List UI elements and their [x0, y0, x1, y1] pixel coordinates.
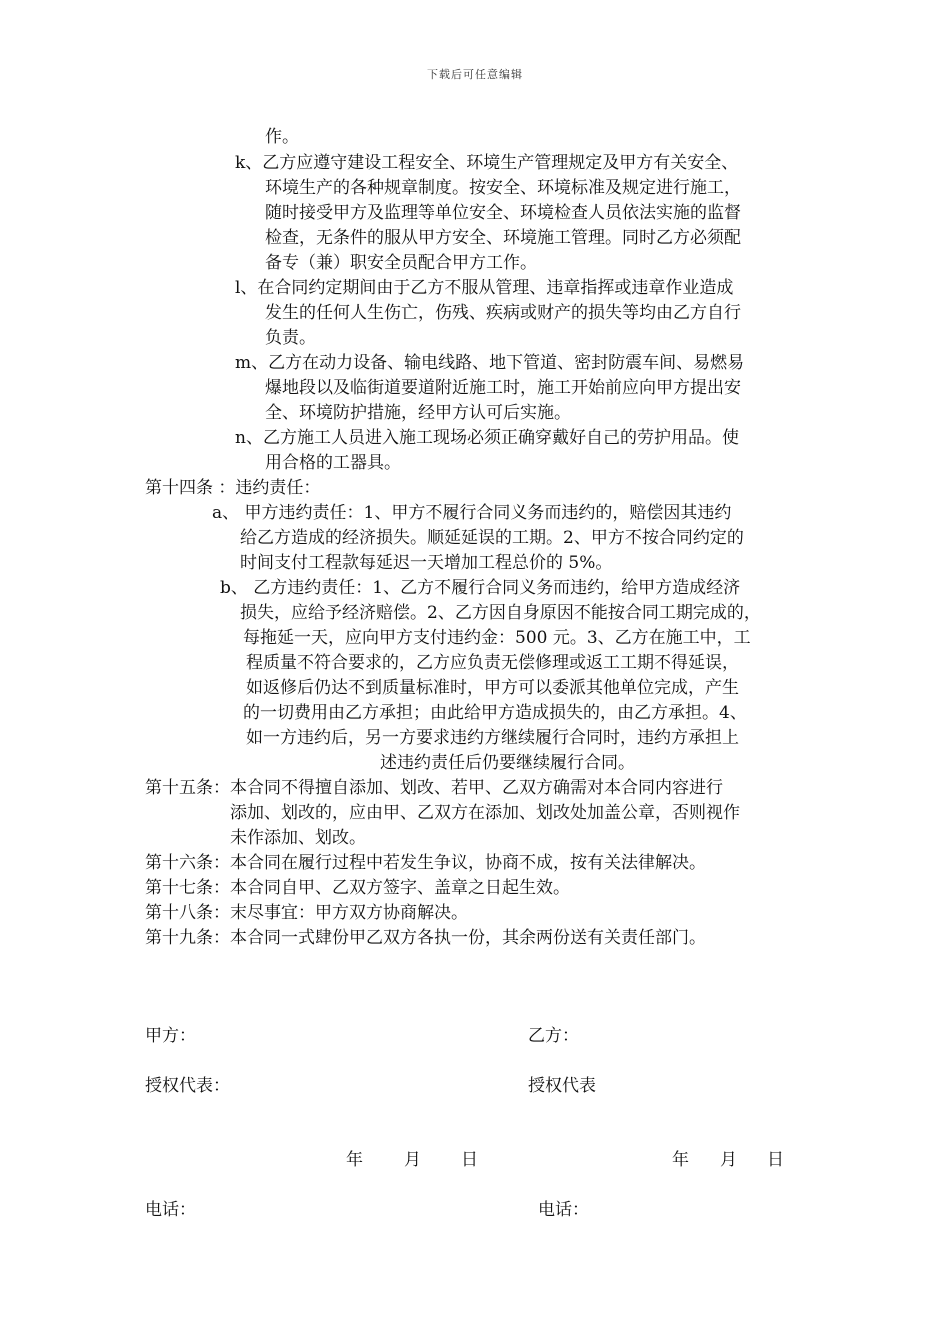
article-14-b-line-2: 损失，应给予经济赔偿。2、乙方因自身原因不能按合同工期完成的，: [240, 603, 761, 623]
item-k-line-5: 备专（兼）职安全员配合甲方工作。: [265, 253, 537, 273]
party-a-date-day: 日: [461, 1150, 478, 1170]
party-b-representative-label: 授权代表: [528, 1076, 596, 1096]
article-15-line-2: 添加、划改的，应由甲、乙双方在添加、划改处加盖公章，否则视作: [230, 803, 740, 823]
item-k-line-1: k、乙方应遵守建设工程安全、环境生产管理规定及甲方有关安全、: [235, 153, 739, 173]
item-k-line-3: 随时接受甲方及监理等单位安全、环境检查人员依法实施的监督: [265, 203, 741, 223]
item-j-tail: 作。: [265, 127, 299, 147]
party-a-phone-label: 电话：: [145, 1200, 196, 1220]
article-19: 第十九条：本合同一式肆份甲乙双方各执一份，其余两份送有关责任部门。: [145, 928, 706, 948]
article-14-a-line-3: 时间支付工程款每延迟一天增加工程总价的 5%。: [240, 553, 613, 573]
page-header-note: 下载后可任意编辑: [427, 68, 523, 81]
article-14-b-line-5: 如返修后仍达不到质量标准时，甲方可以委派其他单位完成，产生: [246, 678, 739, 698]
article-14-b-line-7: 如一方违约后，另一方要求违约方继续履行合同时，违约方承担上: [246, 728, 739, 748]
item-l-line-2: 发生的任何人生伤亡，伤残、疾病或财产的损失等均由乙方自行: [265, 303, 741, 323]
item-k-line-2: 环境生产的各种规章制度。按安全、环境标准及规定进行施工，: [265, 178, 741, 198]
party-b-phone-label: 电话：: [538, 1200, 589, 1220]
item-n-line-2: 用合格的工器具。: [265, 453, 401, 473]
item-k-line-4: 检查，无条件的服从甲方安全、环境施工管理。同时乙方必须配: [265, 228, 741, 248]
article-18: 第十八条：末尽事宜：甲方双方协商解决。: [145, 903, 468, 923]
item-n-line-1: n、乙方施工人员进入施工现场必须正确穿戴好自己的劳护用品。使: [235, 428, 739, 448]
article-14-b-line-1: b、 乙方违约责任：1、乙方不履行合同义务而违约，给甲方造成经济: [220, 578, 741, 598]
item-m-line-1: m、乙方在动力设备、输电线路、地下管道、密封防震车间、易燃易: [235, 353, 745, 373]
article-15-line-3: 未作添加、划改。: [230, 828, 366, 848]
article-15-line-1: 第十五条：本合同不得擅自添加、划改、若甲、乙双方确需对本合同内容进行: [145, 778, 723, 798]
item-m-line-2: 爆地段以及临街道要道附近施工时，施工开始前应向甲方提出安: [265, 378, 741, 398]
article-17: 第十七条：本合同自甲、乙双方签字、盖章之日起生效。: [145, 878, 570, 898]
party-a-representative-label: 授权代表：: [145, 1076, 230, 1096]
party-b-date-year: 年: [672, 1150, 689, 1170]
party-b-date-day: 日: [767, 1150, 784, 1170]
party-b-label: 乙方：: [528, 1026, 579, 1046]
party-a-date-year: 年: [346, 1150, 363, 1170]
item-l-line-1: l、在合同约定期间由于乙方不服从管理、违章指挥或违章作业造成: [235, 278, 734, 298]
item-m-line-3: 全、环境防护措施，经甲方认可后实施。: [265, 403, 571, 423]
article-14-b-line-3: 每拖延一天，应向甲方支付违约金：500 元。3、乙方在施工中，工: [243, 628, 751, 648]
article-14-title: 第十四条 ：违约责任：: [145, 478, 321, 498]
party-a-date-month: 月: [404, 1150, 421, 1170]
article-14-a-line-1: a、 甲方违约责任：1、甲方不履行合同义务而违约的，赔偿因其违约: [212, 503, 732, 523]
article-16: 第十六条：本合同在履行过程中若发生争议，协商不成，按有关法律解决。: [145, 853, 706, 873]
party-a-label: 甲方：: [145, 1026, 196, 1046]
party-b-date-month: 月: [720, 1150, 737, 1170]
article-14-b-line-4: 程质量不符合要求的，乙方应负责无偿修理或返工工期不得延误，: [246, 653, 739, 673]
article-14-b-line-6: 的一切费用由乙方承担；由此给甲方造成损失的，由乙方承担。4、: [243, 703, 747, 723]
article-14-a-line-2: 给乙方造成的经济损失。顺延延误的工期。2、甲方不按合同约定的: [240, 528, 744, 548]
item-l-line-3: 负责。: [265, 328, 316, 348]
article-14-b-line-8: 述违约责任后仍要继续履行合同。: [380, 753, 635, 773]
